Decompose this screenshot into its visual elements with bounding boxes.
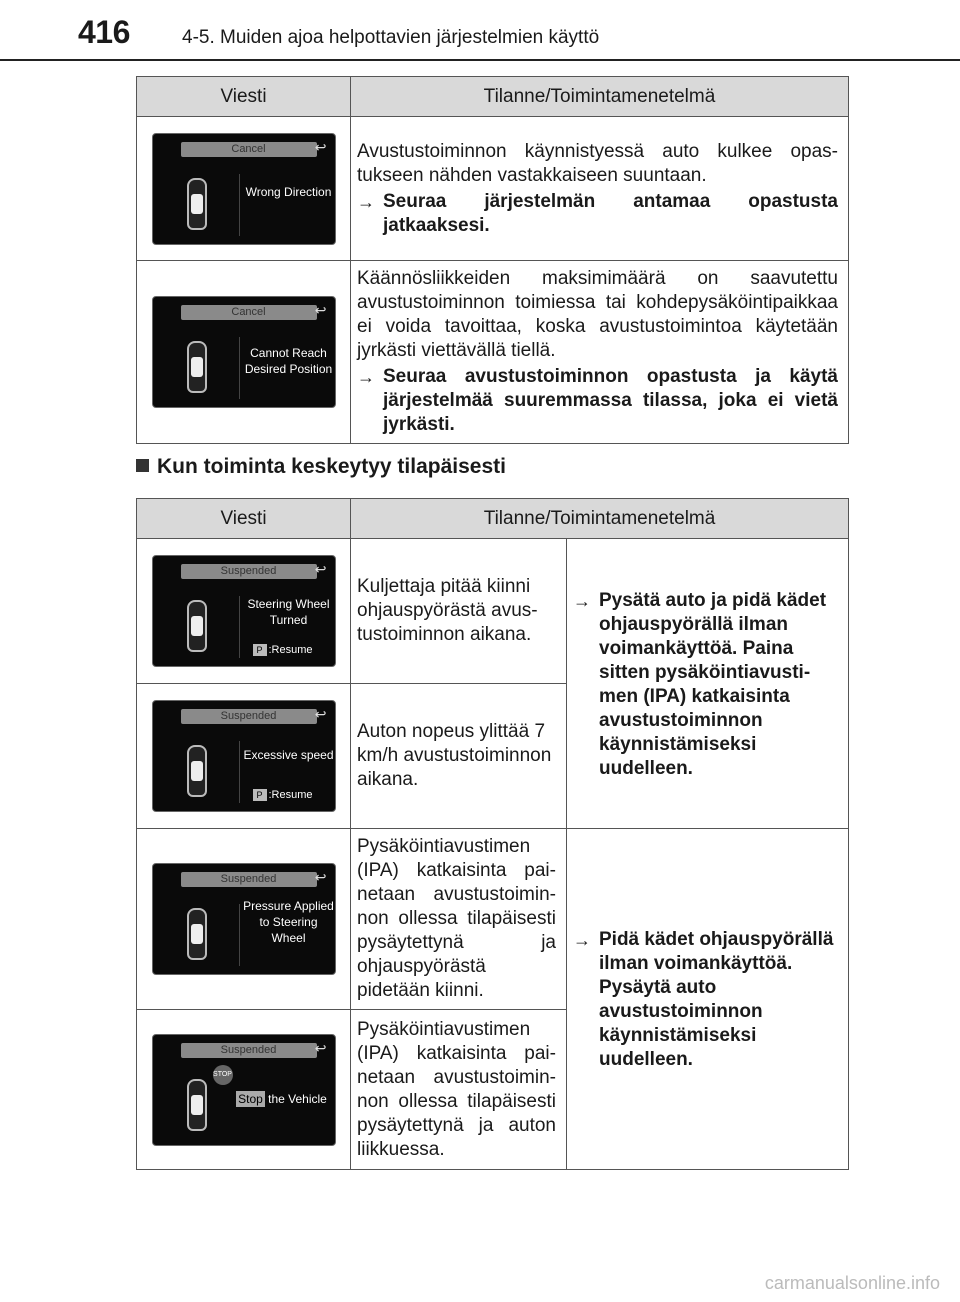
back-arrow-icon: ↩ [314, 869, 327, 885]
display-screen [152, 133, 336, 245]
screen-status-bar: Cancel [181, 142, 317, 157]
header-rule [0, 59, 960, 61]
col-header-situation: Tilanne/Toimintamenetelmä [351, 499, 849, 539]
car-icon [187, 745, 207, 797]
screen-resume-hint: P :Resume [253, 644, 313, 656]
display-screen [152, 296, 336, 408]
ipa-switch-icon: P [253, 789, 267, 801]
situation-text: Pysäköintiavustimen (IPA) katkaisinta painetaan avustustoiminnon ollessa tilapäisesti pysäytettynä ja auton liikkuessa. [351, 1010, 567, 1170]
car-icon [187, 341, 207, 393]
situation-text: Käännösliikkeiden maksimimäärä on saavutettu avustustoiminnon toimiessa tai kohdepysäköintipaikkaa ei voida tavoittaa, koska avustustoimintoa käytetään jyrkästi viettävällä tiellä. [357, 268, 838, 361]
stop-sign-icon: STOP [213, 1065, 233, 1085]
display-screen [152, 700, 336, 812]
back-arrow-icon: ↩ [314, 1039, 327, 1056]
chapter-title: 4-5. Muiden ajoa helpottavien järjestelmien käyttö [182, 27, 600, 48]
screen-message: Excessive speed [243, 748, 334, 762]
page-number: 416 [78, 14, 130, 50]
screen-message: Pressure Applied to Steering Wheel [243, 899, 334, 945]
screen-message: Steering Wheel Turned [247, 597, 330, 627]
situation-text: Avustustoiminnon käynnistyessä auto kulkee opastukseen nähden vastakkaiseen suuntaan. [357, 140, 838, 186]
message-table-cancel [136, 76, 849, 444]
col-header-situation: Tilanne/Toimintamenetelmä [351, 77, 849, 117]
table-row [137, 261, 849, 444]
back-arrow-icon: ↩ [314, 706, 327, 722]
table-row [137, 829, 849, 1010]
arrow-icon: → [573, 930, 591, 950]
action-text: Pysätä auto ja pidä kädet ohjauspyörällä ilman voimankäyttöä. Paina sitten pysäköintiavustimen (IPA) katkaisinta avustustoiminnon käynnistämiseksi uudelleen. [599, 589, 827, 779]
screen-resume-hint: P :Resume [253, 789, 313, 801]
screen-message: Stop the Vehicle [238, 1091, 327, 1106]
col-header-message: Viesti [137, 77, 351, 117]
screen-message: Cannot Reach Desired Position [244, 346, 333, 376]
footer-watermark: carmanualsonline.info [764, 1273, 940, 1293]
screen-status-bar: Suspended [181, 1043, 317, 1058]
col-header-message: Viesti [137, 499, 351, 539]
display-screen [152, 863, 336, 975]
arrow-icon: → [357, 191, 375, 212]
page-header [0, 0, 960, 60]
screen-status-bar: Suspended [181, 872, 317, 887]
screen-status-bar: Suspended [181, 564, 317, 579]
situation-text: Pysäköintiavustimen (IPA) katkaisinta painetaan avustustoiminnon ollessa tilapäisesti pysäytettynä ja ohjauspyörästä pidetään kiinni. [351, 829, 567, 1010]
back-arrow-icon: ↩ [314, 561, 327, 577]
car-icon [187, 178, 207, 230]
action-text: Seuraa avustustoiminnon opastusta ja käytä järjestelmää suuremmassa tilassa, joka ei vietä jyrkästi. [383, 366, 838, 435]
back-arrow-icon: ↩ [314, 138, 327, 155]
car-icon [187, 600, 207, 652]
message-table-suspended [136, 498, 849, 1170]
table-row [137, 117, 849, 261]
square-bullet-icon [136, 459, 149, 472]
display-screen [152, 1034, 336, 1146]
situation-text: Auton nopeus ylittää 7 km/h avustustoiminnon aikana. [351, 684, 567, 829]
car-icon [187, 908, 207, 960]
screen-status-bar: Suspended [181, 709, 317, 724]
back-arrow-icon: ↩ [314, 302, 327, 318]
screen-message: Wrong Direction [245, 184, 332, 199]
action-text: Pidä kädet ohjauspyörällä ilman voimankäyttöä. Pysäytä auto avustustoiminnon käynnistämiseksi uudelleen. [599, 929, 834, 1070]
action-text: Seuraa järjestelmän antamaa opastusta jatkaaksesi. [383, 190, 838, 236]
arrow-icon: → [357, 367, 375, 387]
ipa-switch-icon: P [253, 644, 267, 656]
situation-text: Kuljettaja pitää kiinni ohjauspyörästä avustustoiminnon aikana. [351, 539, 567, 684]
section-title: Kun toiminta keskeytyy tilapäisesti [136, 455, 506, 479]
arrow-icon: → [573, 590, 591, 611]
screen-status-bar: Cancel [181, 305, 317, 320]
car-icon [187, 1079, 207, 1131]
display-screen [152, 555, 336, 667]
table-row [137, 539, 849, 684]
